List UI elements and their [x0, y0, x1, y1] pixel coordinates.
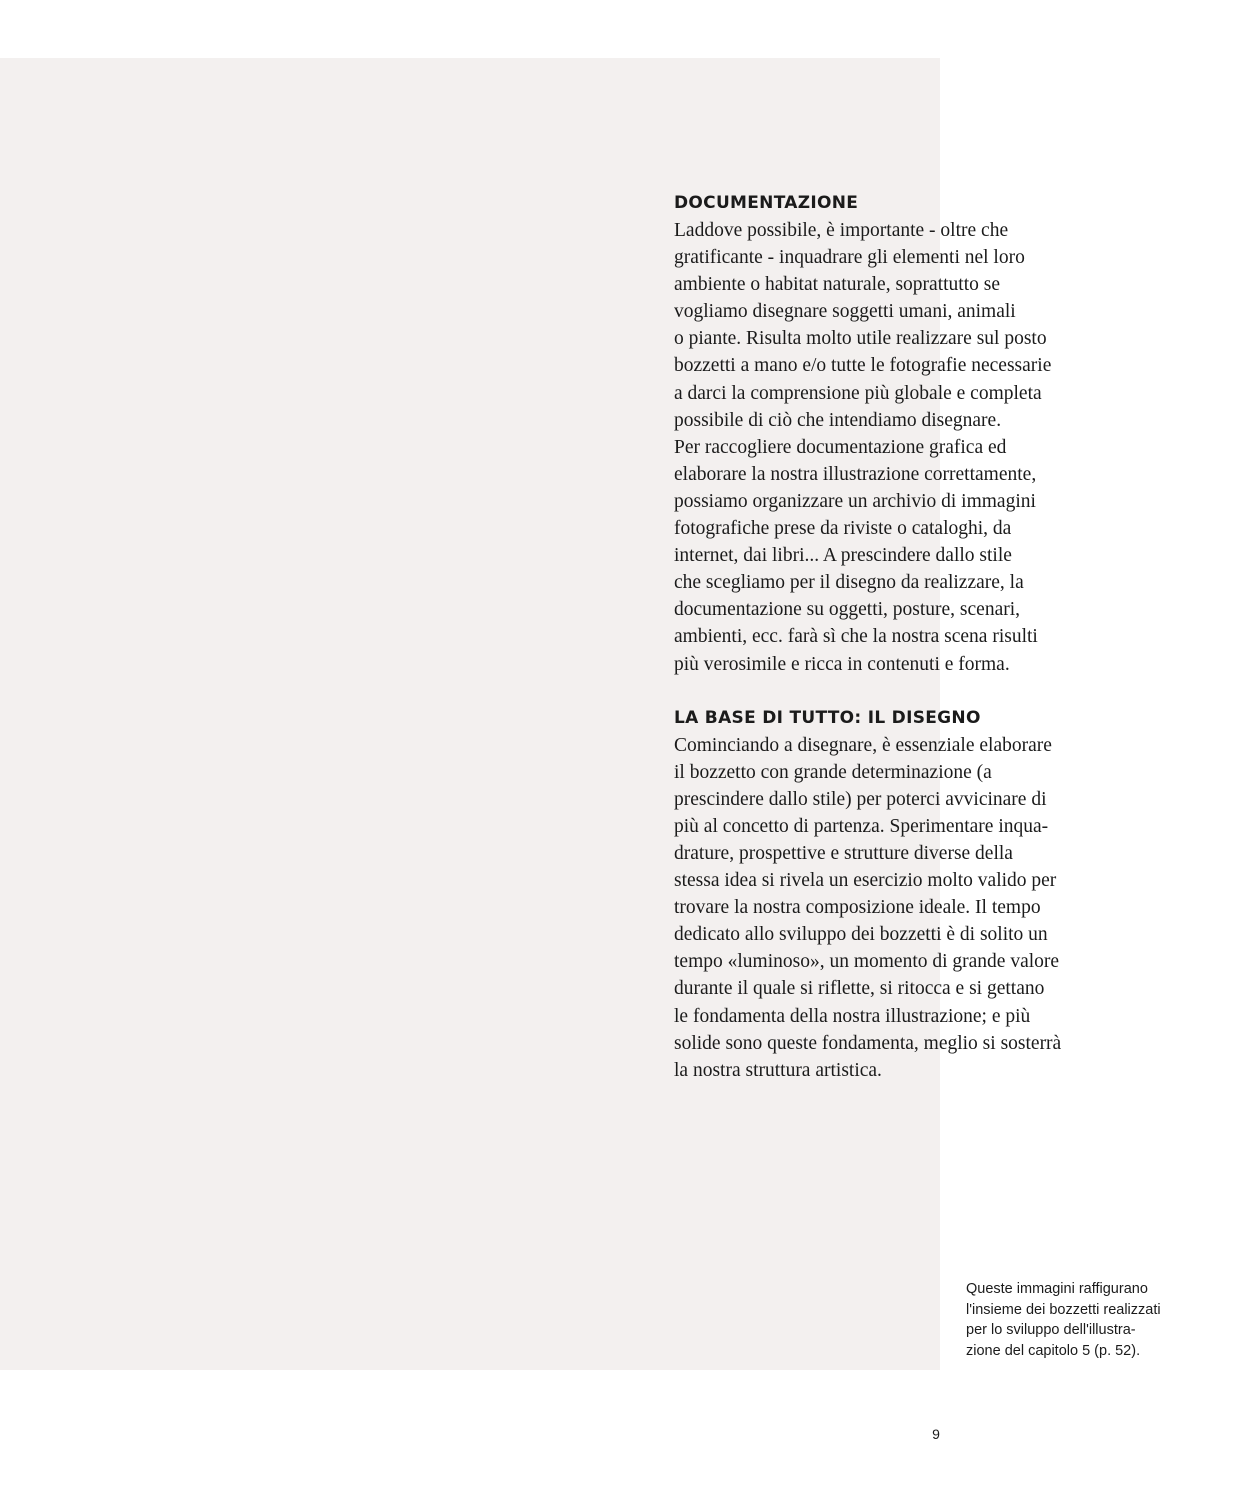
- text-line: tempo «luminoso», un momento di grande valore: [674, 951, 1060, 973]
- figure-caption: [966, 1279, 1216, 1361]
- text-line: possibile di ciò che intendiamo disegnare.: [674, 409, 1002, 431]
- text-line: prescindere dallo stile) per poterci avvicinare di: [674, 788, 1047, 810]
- text-line: bozzetti a mano e/o tutte le fotografie necessarie: [674, 355, 1052, 377]
- text-line: vogliamo disegnare soggetti umani, animali: [674, 301, 1016, 323]
- section-body: [674, 217, 1114, 678]
- text-line: ambiente o habitat naturale, soprattutto se: [674, 274, 1000, 296]
- text-line: o piante. Risulta molto utile realizzare sul posto: [674, 328, 1047, 350]
- section-documentazione: [674, 190, 1114, 678]
- page-number: 9: [932, 1426, 940, 1442]
- text-line: documentazione su oggetti, posture, scenari,: [674, 599, 1021, 621]
- text-line: gratificante - inquadrare gli elementi nel loro: [674, 247, 1025, 269]
- text-line: drature, prospettive e strutture diverse della: [674, 842, 1013, 864]
- text-line: il bozzetto con grande determinazione (a: [674, 761, 992, 783]
- section-body: [674, 732, 1114, 1084]
- text-line: fotografiche prese da riviste o cataloghi, da: [674, 518, 1012, 540]
- text-line: che scegliamo per il disegno da realizzare, la: [674, 572, 1024, 594]
- section-base-di-tutto: [674, 705, 1114, 1084]
- section-heading: DOCUMENTAZIONE: [674, 193, 859, 213]
- text-line: solide sono queste fondamenta, meglio si sosterrà: [674, 1032, 1062, 1054]
- text-line: più verosimile e ricca in contenuti e forma.: [674, 653, 1010, 675]
- text-line: possiamo organizzare un archivio di immagini: [674, 490, 1036, 512]
- text-line: internet, dai libri... A prescindere dallo stile: [674, 545, 1012, 567]
- caption-line: l'insieme dei bozzetti realizzati: [966, 1301, 1161, 1318]
- text-line: ambienti, ecc. farà sì che la nostra scena risulti: [674, 626, 1038, 648]
- text-line: trovare la nostra composizione ideale. Il tempo: [674, 897, 1041, 919]
- text-line: durante il quale si riflette, si ritocca e si gettano: [674, 978, 1045, 1000]
- text-line: Cominciando a disegnare, è essenziale elaborare: [674, 734, 1052, 756]
- caption-line: zione del capitolo 5 (p. 52).: [966, 1342, 1141, 1359]
- text-line: elaborare la nostra illustrazione correttamente,: [674, 463, 1037, 485]
- text-line: Laddove possibile, è importante - oltre che: [674, 220, 1009, 241]
- section-heading: LA BASE DI TUTTO: IL DISEGNO: [674, 707, 981, 728]
- text-line: stessa idea si rivela un esercizio molto valido per: [674, 870, 1057, 892]
- caption-line: per lo sviluppo dell'illustra-: [966, 1322, 1136, 1338]
- text-line: più al concetto di partenza. Sperimentare inqua-: [674, 815, 1049, 837]
- text-line: a darci la comprensione più globale e completa: [674, 382, 1042, 404]
- text-column: [674, 190, 1114, 1084]
- caption-line: Queste immagini raffigurano: [966, 1281, 1148, 1297]
- text-line: dedicato allo sviluppo dei bozzetti è di solito un: [674, 924, 1048, 946]
- text-line: Per raccogliere documentazione grafica ed: [674, 436, 1007, 458]
- text-line: le fondamenta della nostra illustrazione; e più: [674, 1005, 1031, 1027]
- text-line: la nostra struttura artistica.: [674, 1059, 882, 1081]
